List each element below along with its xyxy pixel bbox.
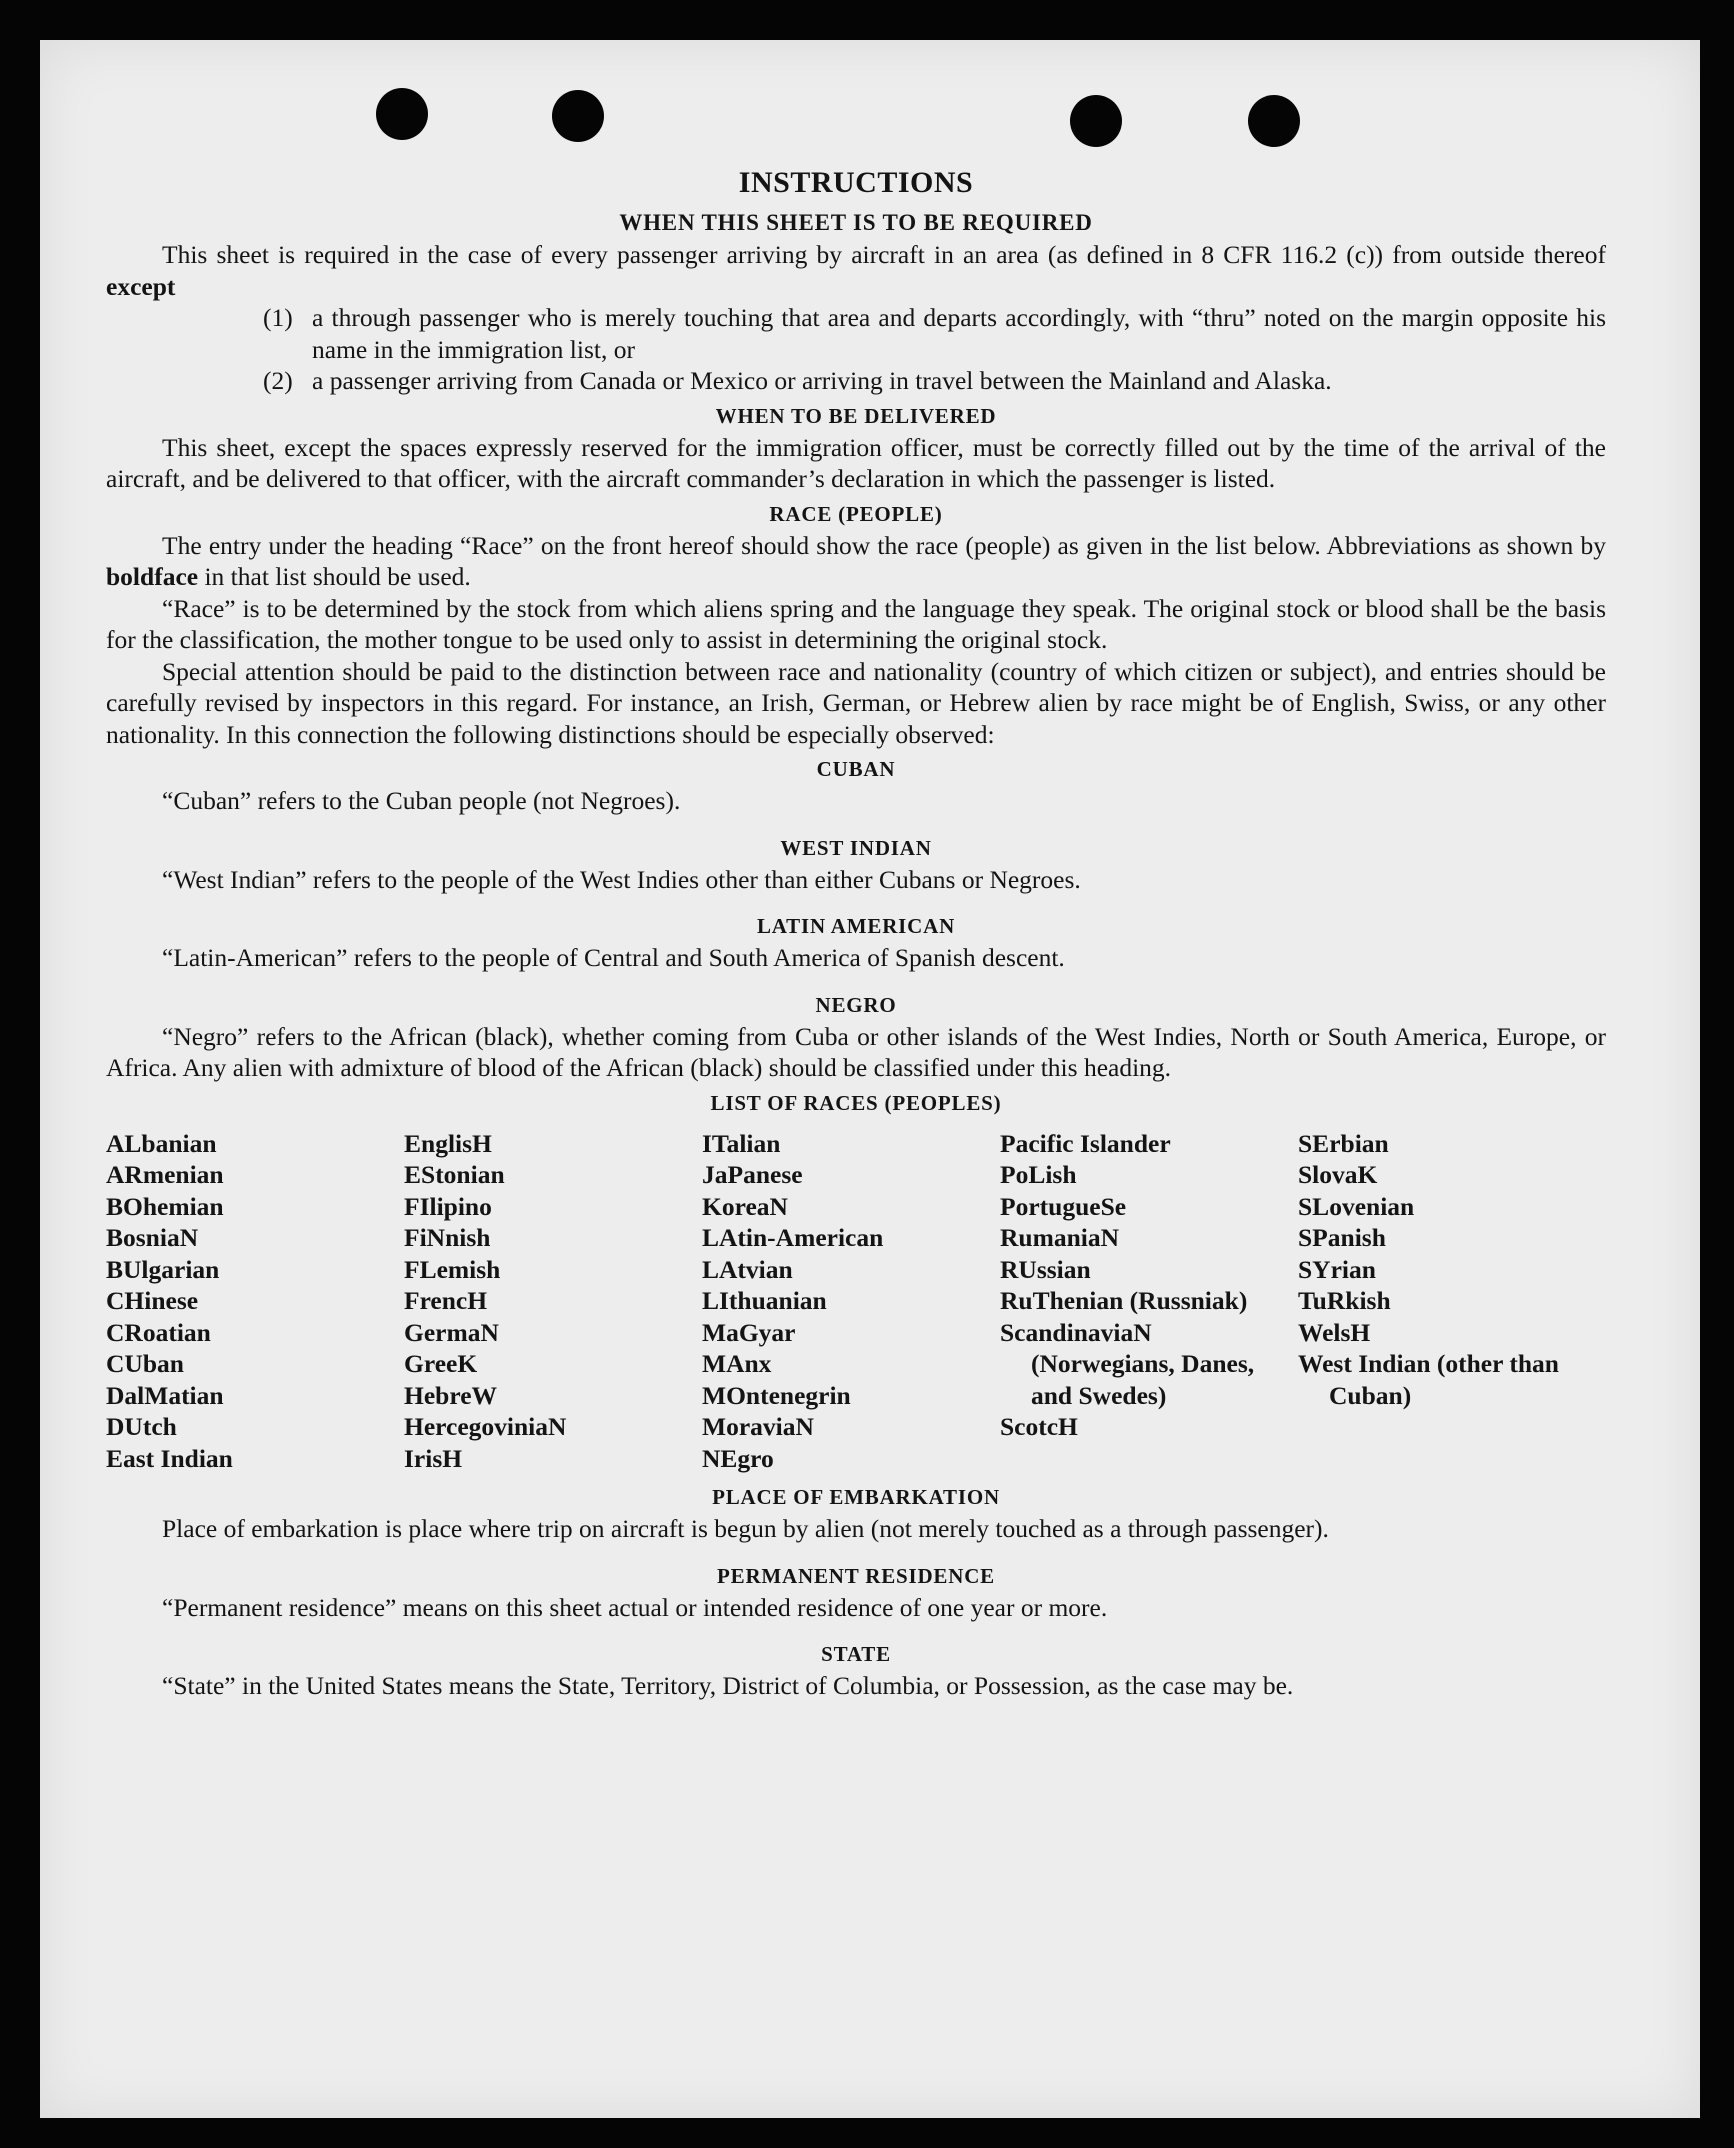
race-column-4 <box>1000 1128 1298 1475</box>
race-entry: SLovenian <box>1298 1191 1415 1221</box>
race-entry: ARmenian <box>106 1160 224 1189</box>
west-indian-text: “West Indian” refers to the people of the West Indies other than either Cubans or Negroes. <box>162 864 1081 894</box>
race-entry: BUlgarian <box>106 1254 220 1284</box>
heading-when-required: WHEN THIS SHEET IS TO BE REQUIRED <box>619 210 1093 235</box>
when-delivered-text: This sheet, except the spaces expressly reserved for the immigration officer, must be correctly filled out by the time of the arrival of the aircraft, and be delivered to that officer, with the aircraft commander’s declaration in which the passenger is listed. <box>106 432 1606 493</box>
race-column-2 <box>404 1128 702 1475</box>
race-entry: DUtch <box>106 1412 177 1441</box>
embarkation-text: Place of embarkation is place where trip on aircraft is begun by alien (not merely touched as a through passenger). <box>162 1514 1329 1543</box>
heading-negro: NEGRO <box>815 992 897 1017</box>
punch-hole-2 <box>552 90 604 142</box>
heading-permanent-residence: PERMANENT RESIDENCE <box>717 1563 995 1588</box>
race-entry: HebreW <box>404 1380 498 1410</box>
race-entry: BOhemian <box>106 1191 224 1221</box>
race-entry: FIlipino <box>404 1191 492 1221</box>
race-entry: MAnx <box>702 1349 772 1378</box>
exception-number: (1) <box>263 303 293 332</box>
race-entry: PortugueSe <box>1000 1191 1127 1221</box>
punch-hole-4 <box>1248 95 1300 147</box>
race-entry: HercegoviniaN <box>404 1412 567 1441</box>
race-entry: ScotcH <box>1000 1412 1078 1441</box>
race-paragraph-2: “Race” is to be determined by the stock from which aliens spring and the language they speak. The original stock or blood shall be the basis for the classification, the mother tongue to be used only to assist in determining the original stock. <box>106 593 1606 654</box>
exception-item-2 <box>106 365 1606 397</box>
race-entry: CHinese <box>106 1286 199 1315</box>
race-entry: RUssian <box>1000 1254 1091 1284</box>
race-entry: EnglisH <box>404 1128 492 1158</box>
race-entry: SlovaK <box>1298 1160 1378 1189</box>
heading-cuban: CUBAN <box>816 757 896 781</box>
exception-text: a through passenger who is merely touching that area and departs accordingly, with “thru” noted on the margin opposite his name in the immigration list, or <box>312 303 1606 364</box>
race-entry: GermaN <box>404 1317 499 1347</box>
race-paragraph-1: The entry under the heading “Race” on the front hereof should show the race (people) as given in the list below. Abbreviations as shown by boldface in that list should be used. <box>106 530 1606 591</box>
race-entry: TuRkish <box>1298 1286 1391 1315</box>
exception-text: a passenger arriving from Canada or Mexico or arriving in travel between the Mainland and Alaska. <box>312 366 1332 395</box>
race-entry: MOntenegrin <box>702 1380 851 1410</box>
race-entry: MoraviaN <box>702 1412 814 1441</box>
heading-west-indian: WEST INDIAN <box>780 835 932 860</box>
exception-number: (2) <box>263 366 293 395</box>
race-entry: FiNnish <box>404 1223 491 1252</box>
race-entry: LAtin-American <box>702 1223 884 1252</box>
race-entry: KoreaN <box>702 1191 788 1221</box>
document-page <box>40 40 1700 2118</box>
race-entry: FrencH <box>404 1286 488 1315</box>
heading-embarkation: PLACE OF EMBARKATION <box>712 1485 1000 1509</box>
race-entry: PoLish <box>1000 1160 1077 1189</box>
race-entry: MaGyar <box>702 1317 796 1347</box>
race-entry: CRoatian <box>106 1317 211 1347</box>
cuban-text: “Cuban” refers to the Cuban people (not Negroes). <box>162 786 681 815</box>
race-paragraph-3: Special attention should be paid to the distinction between race and nationality (country of which citizen or subject), and entries should be carefully revised by inspectors in this regard. For instance, an Irish, German, or Hebrew alien by race might be of English, Swiss, or any other nationality. In this connection the following distinctions should be especially observed: <box>106 656 1606 749</box>
race-entry: WelsH <box>1298 1317 1371 1347</box>
race-entry: LIthuanian <box>702 1286 827 1315</box>
race-entry: FLemish <box>404 1254 501 1284</box>
race-entry: NEgro <box>702 1443 774 1473</box>
heading-when-delivered: WHEN TO BE DELIVERED <box>715 403 997 428</box>
race-column-5 <box>1298 1128 1596 1475</box>
race-entry: IrisH <box>404 1443 463 1473</box>
punch-hole-3 <box>1070 95 1122 147</box>
race-entry: BosniaN <box>106 1223 199 1252</box>
race-entry: EStonian <box>404 1160 505 1189</box>
state-text: “State” in the United States means the State, Territory, District of Columbia, or Possession, as the case may be. <box>162 1671 1294 1700</box>
race-entry: ScandinaviaN (Norwegians, Danes, and Swedes) <box>1000 1317 1255 1410</box>
when-required-intro: This sheet is required in the case of every passenger arriving by aircraft in an area (as defined in 8 CFR 116.2 (c)) from outside thereof except <box>106 240 1606 301</box>
race-entry: ALbanian <box>106 1128 217 1158</box>
permanent-residence-text: “Permanent residence” means on this sheet actual or intended residence of one year or more. <box>162 1592 1108 1622</box>
race-entry: ITalian <box>702 1128 781 1158</box>
latin-american-text: “Latin-American” refers to the people of Central and South America of Spanish descent. <box>162 943 1065 972</box>
race-entry: SPanish <box>1298 1223 1386 1252</box>
race-column-3 <box>702 1128 1000 1475</box>
heading-latin-american: LATIN AMERICAN <box>756 914 956 938</box>
page-title: INSTRUCTIONS <box>738 166 974 199</box>
race-entry: East Indian <box>106 1443 233 1473</box>
race-list <box>106 1128 1606 1475</box>
race-entry: Pacific Islander <box>1000 1128 1171 1158</box>
race-entry: RuThenian (Russniak) <box>1000 1286 1248 1315</box>
punch-hole-1 <box>376 88 428 140</box>
heading-state: STATE <box>821 1642 891 1666</box>
race-entry: JaPanese <box>702 1160 803 1189</box>
heading-list-of-races: LIST OF RACES (PEOPLES) <box>710 1090 1002 1115</box>
document-body <box>106 166 1606 1702</box>
race-entry: CUban <box>106 1349 184 1378</box>
race-entry: GreeK <box>404 1349 478 1378</box>
heading-race: RACE (PEOPLE) <box>769 501 943 526</box>
race-column-1 <box>106 1128 404 1475</box>
race-entry: DalMatian <box>106 1380 224 1410</box>
race-entry: SYrian <box>1298 1254 1376 1284</box>
race-entry: RumaniaN <box>1000 1223 1120 1252</box>
exception-item-1 <box>106 302 1606 365</box>
negro-text: “Negro” refers to the African (black), whether coming from Cuba or other islands of the West Indies, North or South America, Europe, or Africa. Any alien with admixture of blood of the African (black) should be classified under this heading. <box>106 1021 1606 1082</box>
race-entry: LAtvian <box>702 1254 793 1284</box>
race-entry: SErbian <box>1298 1128 1389 1158</box>
race-entry: West Indian (other than Cuban) <box>1298 1349 1559 1410</box>
